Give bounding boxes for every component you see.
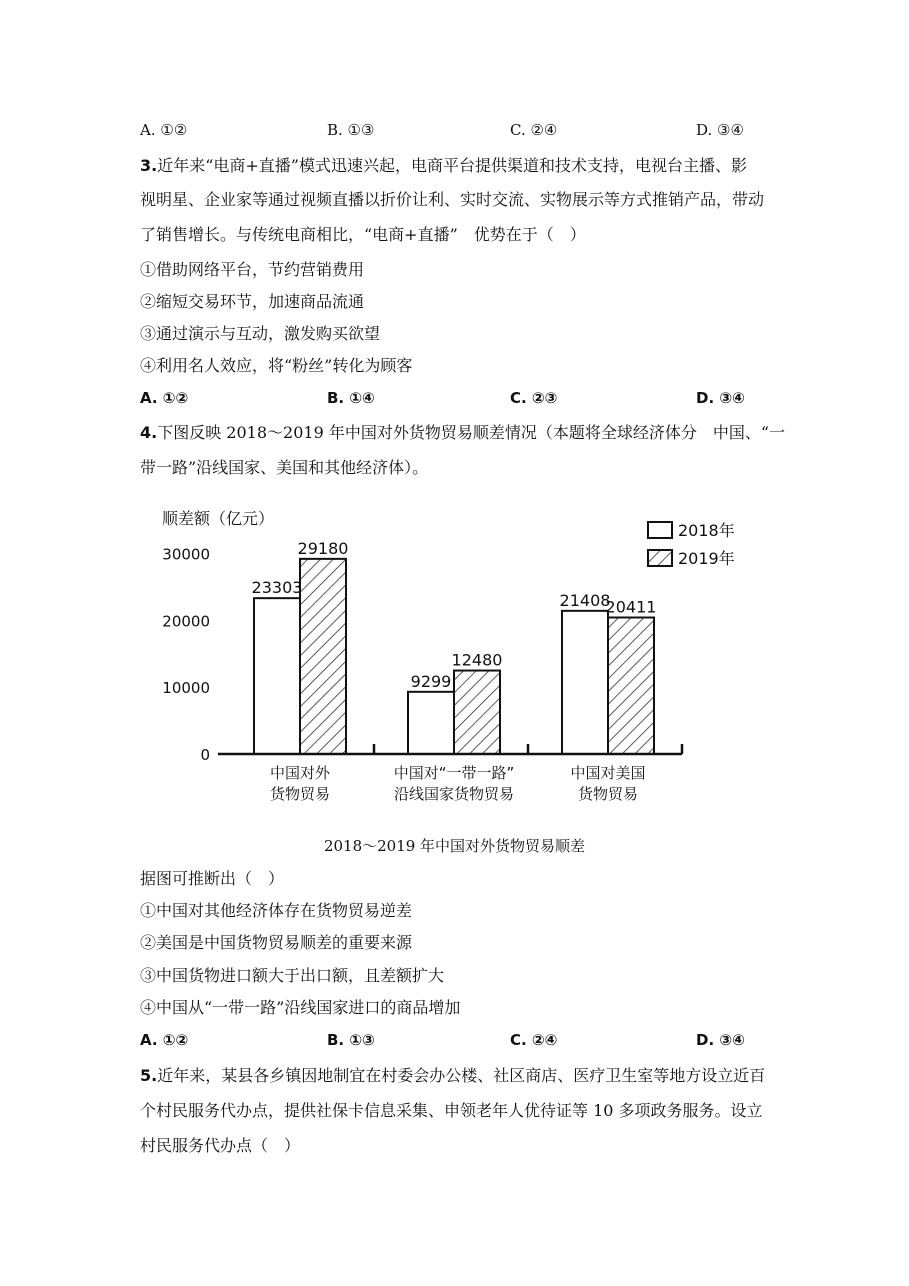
bar-value-label: 12480 [451,650,503,670]
q3-statement-4: ④利用名人效应，将“粉丝”转化为顾客 [140,356,413,375]
y-tick-label: 20000 [162,612,210,631]
option-d[interactable]: D. ③④ [696,389,745,407]
legend-swatch-2018 [648,522,672,538]
q3-stem-line-3: 了销售增长。与传统电商相比，“电商+直播” 优势在于（ ） [140,225,586,244]
trade-surplus-chart [150,500,750,810]
option-d[interactable]: D. ③④ [696,1031,745,1049]
bar-value-label: 21408 [559,590,611,610]
y-tick-label: 10000 [162,679,210,698]
legend-label: 2019年 [678,549,735,568]
q4-statement-2: ②美国是中国货物贸易顺差的重要来源 [140,933,413,952]
bar-2019 [608,618,654,754]
q3-stem-line-1: 3.近年来“电商+直播”模式迅速兴起，电商平台提供渠道和技术支持，电视台主播、影 [140,156,747,175]
bar-value-label: 23303 [251,578,303,598]
option-d[interactable]: D. ③④ [696,121,744,139]
legend-swatch-2019 [648,550,672,566]
q5-stem-line-3: 村民服务代办点（ ） [140,1136,301,1155]
bar-value-label: 9299 [410,671,452,691]
q4-stem-line-2: 带一路”沿线国家、美国和其他经济体）。 [140,458,429,477]
q3-number: 3. [140,156,158,175]
bar-value-label: 20411 [605,597,657,617]
q3-statement-1: ①借助网络平台，节约营销费用 [140,260,365,279]
option-b[interactable]: B. ①③ [327,1031,375,1049]
bar-2018 [408,692,454,754]
y-tick-label: 30000 [162,545,210,564]
q5-stem-line-2: 个村民服务代办点，提供社保卡信息采集、申领老年人优待证等 10 多项政务服务。设立 [140,1101,763,1120]
q5-stem-line-1: 5.近年来，某县各乡镇因地制宜在村委会办公楼、社区商店、医疗卫生室等地方设立近百 [140,1066,766,1085]
x-category-label: 中国对美国 [570,764,646,782]
legend-label: 2018年 [678,521,735,540]
q3-options [140,389,750,411]
x-category-label: 中国对“一带一路” [393,764,515,782]
x-category-label: 货物贸易 [269,785,331,803]
q3-stem-line-2: 视明星、企业家等通过视频直播以折价让利、实时交流、实物展示等方式推销产品，带动 [140,190,765,209]
q4-statement-3: ③中国货物进口额大于出口额，且差额扩大 [140,966,445,985]
q4-statement-4: ④中国从“一带一路”沿线国家进口的商品增加 [140,998,461,1017]
x-category-label: 沿线国家货物贸易 [393,785,515,803]
q5-number: 5. [140,1066,158,1085]
x-category-label: 中国对外 [269,764,331,782]
option-b[interactable]: B. ①④ [327,389,375,407]
q4-statement-1: ①中国对其他经济体存在货物贸易逆差 [140,901,413,920]
bar-2019 [454,671,500,754]
q4-number: 4. [140,423,158,442]
q3-statement-3: ③通过演示与互动，激发购买欲望 [140,324,381,343]
option-c[interactable]: C. ②③ [510,389,558,407]
option-c[interactable]: C. ②④ [510,1031,558,1049]
option-a[interactable]: A. ①② [140,389,189,407]
option-a[interactable]: A. ①② [140,1031,189,1049]
y-tick-label: 0 [200,746,210,764]
q2-options [140,121,750,143]
x-category-label: 货物贸易 [577,785,639,803]
q4-stem-line-1: 4.下图反映 2018～2019 年中国对外货物贸易顺差情况（本题将全球经济体分 中国、“一 [140,423,786,442]
option-c[interactable]: C. ②④ [510,121,558,139]
y-axis-label: 顺差额（亿元） [162,509,275,528]
option-b[interactable]: B. ①③ [327,121,375,139]
bar-2018 [254,598,300,754]
option-a[interactable]: A. ①② [140,121,188,139]
q4-options [140,1031,750,1053]
bar-2018 [562,611,608,754]
bar-2019 [300,559,346,754]
chart-caption: 2018～2019 年中国对外货物贸易顺差 [323,837,586,855]
q4-prompt: 据图可推断出（ ） [140,869,285,888]
q3-statement-2: ②缩短交易环节，加速商品流通 [140,292,365,311]
bar-value-label: 29180 [297,538,349,558]
